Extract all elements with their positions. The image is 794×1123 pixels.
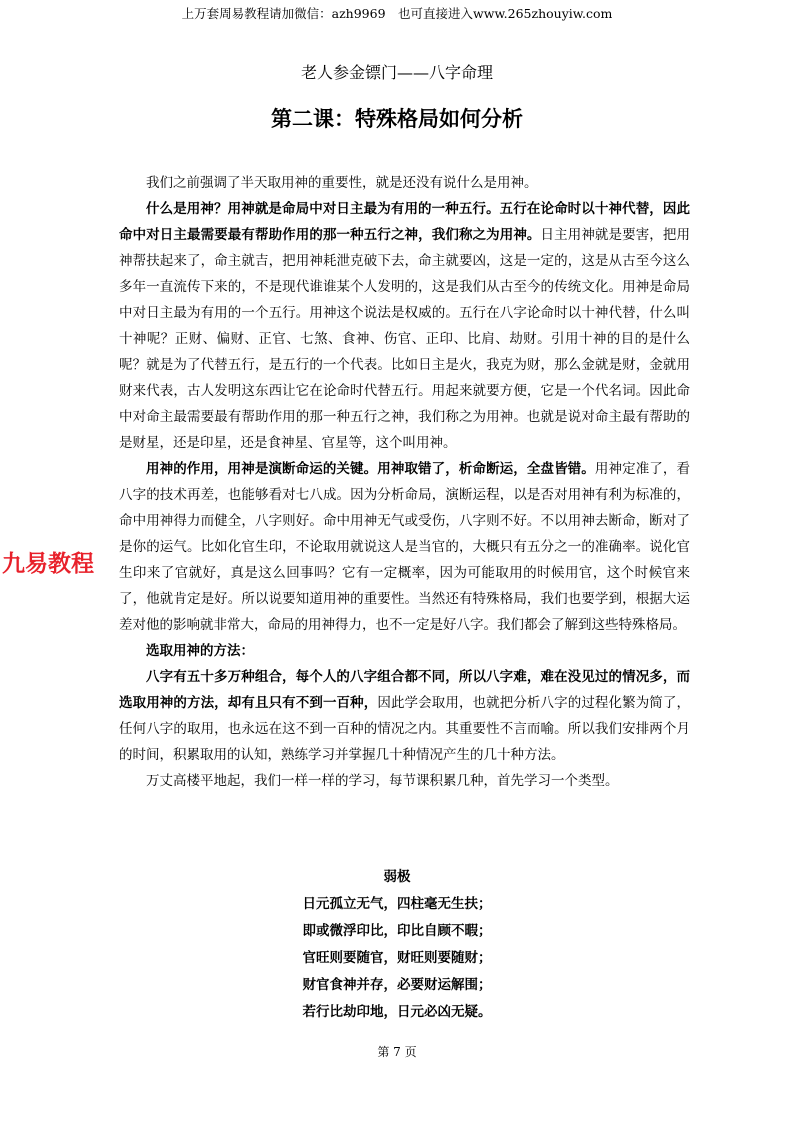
- bold-definition: 什么是用神？用神就是命局中对日主最为有用的一种五行。五行在论命时以十神代替，因此命中对日主最需要最有帮助作用的那一种五行之神，我们称之为用神。: [119, 201, 690, 243]
- paragraph-what-is-yongshen: [119, 196, 690, 456]
- paragraph-text: 日主用神就是要害，把用神帮扶起来了，命主就吉，把用神耗泄克破下去，命主就要凶，这是一定的，这是从古至今这么多年一直流传下来的，不是现代谁谁某个人发明的，这是我们从古至今的传统文化。用神是命局中对日主最为有用的一个五行。用神这个说法是权威的。五行在八字论命时以十神代替，什么叫十神呢？正财、偏财、正官、七煞、食神、伤官、正印、比肩、劫财。引用十神的目的是什么呢？就是为了代替五行，是五行的一个代表。比如日主是火，我克为财，那么金就是财，金就用财来代表，古人发明这东西让它在论命时代替五行。用起来就要方便，它是一个代名词。因此命中对命主最需要最有帮助作用的那一种五行之神，我们称之为用神。也就是说对命主最有帮助的是财星，还是印星，还是食神星、官星等，这个叫用神。: [119, 227, 691, 451]
- verse-line: 即或微浮印比，印比自顾不暇；: [302, 923, 492, 939]
- watermark-logo: 九易教程: [2, 551, 94, 577]
- verse-line: 若行比劫印地，日元必凶无疑。: [302, 1004, 492, 1020]
- bold-role: 用神的作用，用神是演断命运的关键。用神取错了，析命断运，全盘皆错。: [146, 461, 595, 477]
- verse-heading: 弱极: [383, 869, 411, 885]
- lesson-title: 第二课：特殊格局如何分析: [271, 107, 523, 131]
- paragraph-text: 用神定准了，看八字的技术再差，也能够看对七八成。因为分析命局，演断运程，以是否对用神有利为标准的，命中用神得力而健全，八字则好。命中用神无气或受伤，八字则不好。不以用神去断命，断对了是你的运气。比如化官生印，不论取用就说这人是当官的，大概只有五分之一的准确率。说化官生印来了官就好，真是这么回事吗？它有一定概率，因为可能取用的时候用官，这个时候官来了，他就肯定是好。所以说要知道用神的重要性。当然还有特殊格局，我们也要学到，根据大运差对他的影响就非常大，命局的用神得力，也不一定是好八字。我们都会了解到这些特殊格局。: [119, 461, 691, 633]
- verse-line: 日元孤立无气，四柱毫无生扶；: [302, 896, 492, 912]
- page-number: 第 7 页: [377, 1045, 417, 1059]
- paragraph-intro: 我们之前强调了半天取用神的重要性，就是还没有说什么是用神。: [146, 175, 538, 191]
- verse-line: 财官食神并存，必要财运解围；: [302, 977, 492, 993]
- document-subtitle: 老人参金镖门——八字命理: [300, 63, 493, 82]
- header-note: 上万套周易教程请加微信：azh9969 也可直接进入www.265zhouyiw.com: [181, 6, 613, 21]
- body-text: [119, 170, 690, 794]
- bold-method: 八字有五十多万种组合，每个人的八字组合都不同，所以八字难，难在没见过的情况多，而选取用神的方法，却有且只有不到一百种，: [119, 669, 690, 711]
- paragraph-method-heading: [119, 638, 690, 664]
- verse-line: 官旺则要随官，财旺则要随财；: [302, 950, 492, 966]
- bold-method-heading: 选取用神的方法：: [146, 643, 254, 659]
- paragraph-text: 因此学会取用，也就把分析八字的过程化繁为简了，任何八字的取用，也永远在这不到一百种的情况之内。其重要性不言而喻。所以我们安排两个月的时间，积累取用的认知，熟练学习并掌握几十种情况产生的几十种方法。: [119, 695, 691, 763]
- paragraph-yongshen-role: [119, 456, 690, 638]
- verse-block: [0, 864, 794, 1026]
- paragraph-closing: 万丈高楼平地起，我们一样一样的学习，每节课积累几种，首先学习一个类型。: [146, 773, 619, 789]
- paragraph-method: [119, 664, 690, 768]
